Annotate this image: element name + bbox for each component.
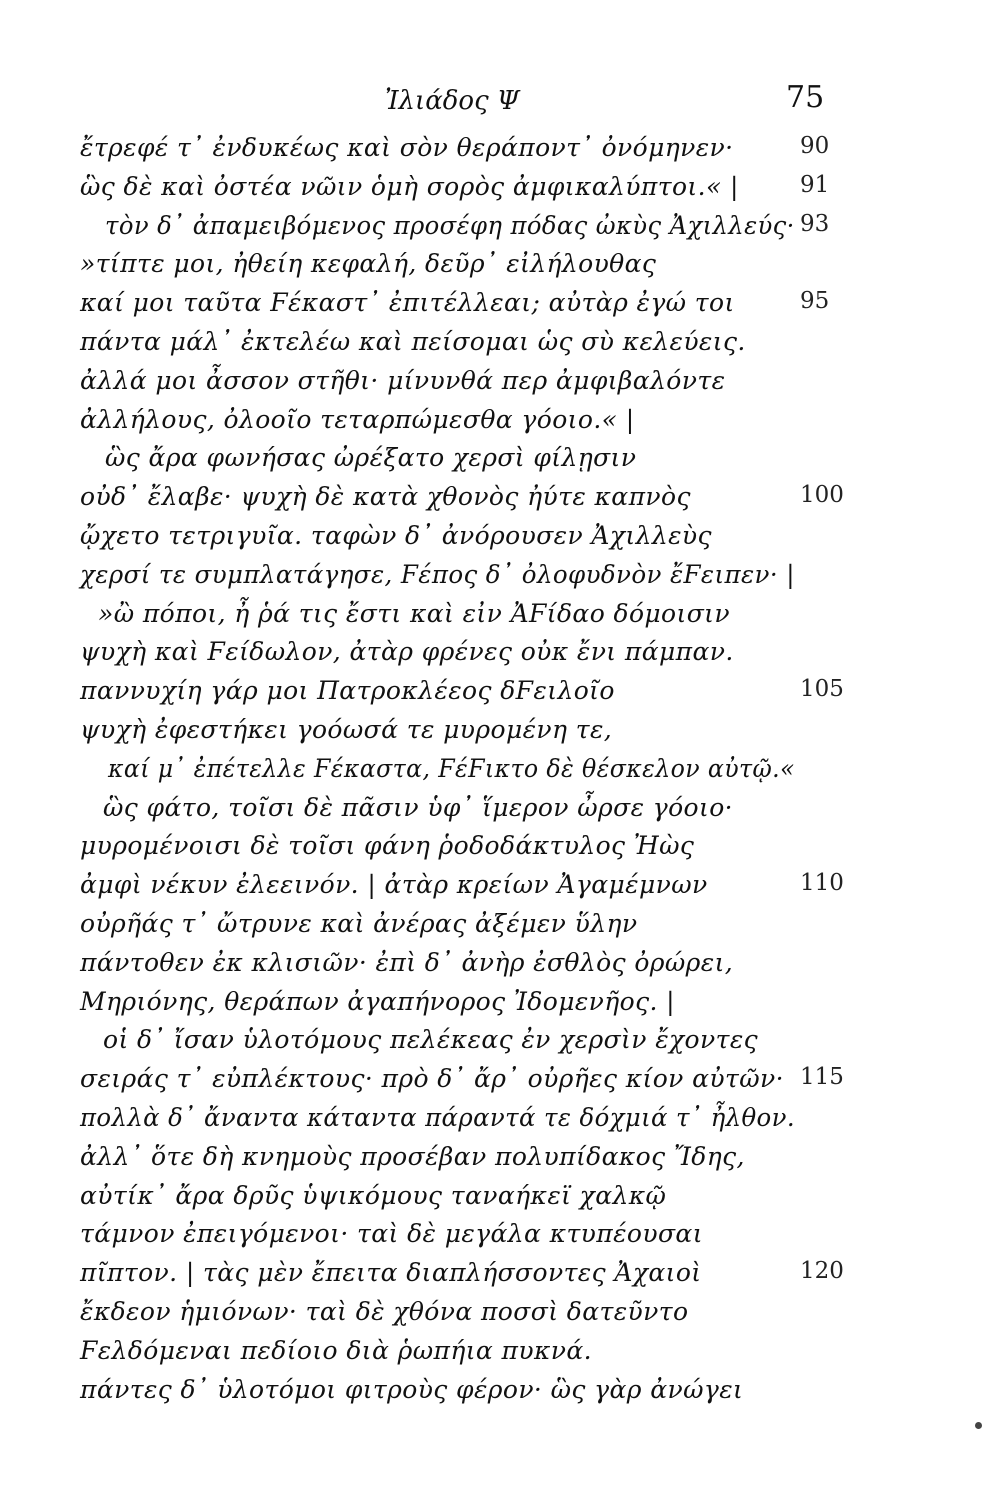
verse-text: ἔτρεφέ τ᾽ ἐνδυκέως καὶ σὸν θεράποντ᾽ ὀνόμηνεν· <box>80 133 734 162</box>
verse-text: ἀλλ᾽ ὅτε δὴ κνημοὺς προσέβαν πολυπίδακος Ἴδης, <box>80 1141 745 1171</box>
verse-line <box>0 366 1003 402</box>
verse-line-number: 90 <box>800 133 830 159</box>
verse-text: χερσί τε συμπλατάγησε, Ϝέπος δ᾽ ὀλοφυδνὸν ἔϜειπεν· | <box>80 559 795 589</box>
verse-text: »ὢ πόποι, ἦ ῥά τις ἔστι καὶ εἰν ἈϜίδαο δόμοισιν <box>98 598 730 628</box>
verse-line <box>0 443 1003 479</box>
verse-line <box>0 793 1003 829</box>
verse-text: μυρομένοισι δὲ τοῖσι φάνη ῥοδοδάκτυλος Ἠὼς <box>80 831 695 861</box>
verse-text: ἀλλά μοι ἆσσον στῆθι· μίνυνθά περ ἀμφιβαλόντε <box>80 365 726 395</box>
verse-line <box>0 249 1003 285</box>
verse-text: Μηριόνης, θεράπων ἀγαπήνορος Ἰδομενῆος. | <box>80 986 676 1016</box>
verse-text: πάντες δ᾽ ὑλοτόμοι φιτροὺς φέρον· ὣς γὰρ ἀνώγει <box>80 1374 744 1404</box>
verse-text: ὣς φάτο, τοῖσι δὲ πᾶσιν ὑφ᾽ ἵμερον ὦρσε γόοιο· <box>103 792 733 822</box>
verse-text: ὣς ἄρα φωνήσας ὠρέξατο χερσὶ φίλῃσιν <box>105 443 637 473</box>
verse-line <box>0 327 1003 363</box>
verse-text: πάντοθεν ἐκ κλισιῶν· ἐπὶ δ᾽ ἀνὴρ ἐσθλὸς ὀρώρει, <box>80 947 734 977</box>
verse-line-number: 93 <box>800 210 830 237</box>
verse-line-number: 120 <box>800 1258 844 1285</box>
verse-text: ἀλλήλους, ὀλοοῖο τεταρπώμεσθα γόοιο.« | <box>80 404 635 434</box>
verse-line <box>0 211 1003 247</box>
verse-line <box>0 909 1003 945</box>
verse-text: οἱ δ᾽ ἴσαν ὑλοτόμους πελέκεας ἐν χερσὶν ἔχοντες <box>103 1025 759 1055</box>
verse-line <box>0 482 1003 518</box>
verse-line <box>0 1142 1003 1178</box>
verse-text: παννυχίη γάρ μοι Πατροκλέεος δϜειλοῖο <box>80 676 615 706</box>
verse-line <box>0 1258 1003 1294</box>
verse-text: οὐδ᾽ ἔλαβε· ψυχὴ δὲ κατὰ χθονὸς ἠύτε καπνὸς <box>80 482 691 512</box>
verse-line-number: 95 <box>800 288 830 315</box>
verse-text: ψυχὴ καὶ Ϝείδωλον, ἀτὰρ φρένες οὐκ ἔνι πάμπαν. <box>80 637 734 667</box>
verse-text: ᾤχετο τετριγυῖα. ταφὼν δ᾽ ἀνόρουσεν Ἀχιλλεὺς <box>80 521 712 550</box>
verse-text: τὸν δ᾽ ἀπαμειβόμενος προσέφη πόδας ὠκὺς Ἀχιλλεύς· <box>105 210 795 240</box>
verse-text: αὐτίκ᾽ ἄρα δρῦς ὑψικόμους ταναήκεϊ χαλκῷ <box>80 1180 667 1210</box>
verse-text: σειράς τ᾽ εὐπλέκτους· πρὸ δ᾽ ἄρ᾽ οὐρῆες κίον αὐτῶν· <box>80 1064 784 1094</box>
verse-line <box>0 133 1003 169</box>
verse-text: ὣς δὲ καὶ ὀστέα νῶιν ὁμὴ σορὸς ἀμφικαλύπτοι.« | <box>80 171 739 201</box>
verse-line-number: 110 <box>800 870 844 897</box>
verse-text: Ϝελδόμεναι πεδίοιο διὰ ῥωπήια πυκνά. <box>80 1335 593 1365</box>
ink-spot <box>975 1422 982 1429</box>
verse-text: οὐρῆάς τ᾽ ὤτρυνε καὶ ἀνέρας ἀξέμεν ὕλην <box>80 909 638 938</box>
verse-line <box>0 1336 1003 1372</box>
verse-line <box>0 948 1003 984</box>
verse-line <box>0 172 1003 208</box>
verse-line <box>0 1181 1003 1217</box>
verse-line <box>0 870 1003 906</box>
verse-line <box>0 521 1003 557</box>
verse-line <box>0 715 1003 751</box>
verse-text: καί μ᾽ ἐπέτελλε Ϝέκαστα, ϜέϜικτο δὲ θέσκελον αὐτῷ.« <box>108 753 795 783</box>
verse-text: τάμνον ἐπειγόμενοι· ταὶ δὲ μεγάλα κτυπέουσαι <box>80 1219 703 1249</box>
verse-text: καί μοι ταῦτα Ϝέκαστ᾽ ἐπιτέλλεαι; αὐτὰρ ἐγώ τοι <box>80 288 735 318</box>
verse-line <box>0 405 1003 441</box>
verse-line <box>0 831 1003 867</box>
verse-text: »τίπτε μοι, ἠθείη κεφαλή, δεῦρ᾽ εἰλήλουθας <box>80 249 657 279</box>
verse-line <box>0 1025 1003 1061</box>
verse-text: πῖπτον. | τὰς μὲν ἔπειτα διαπλήσσοντες Ἀχαιοὶ <box>80 1258 702 1288</box>
verse-line-number: 115 <box>800 1064 844 1091</box>
verse-line <box>0 599 1003 635</box>
verse-line <box>0 754 1003 790</box>
verse-line <box>0 560 1003 596</box>
verse-line-number: 100 <box>800 482 844 509</box>
verse-text: ἀμφὶ νέκυν ἐλεεινόν. | ἀτὰρ κρείων Ἀγαμέμνων <box>80 870 708 900</box>
verse-line <box>0 288 1003 324</box>
verse-line-number: 105 <box>800 676 844 703</box>
verse-text: ψυχὴ ἐφεστήκει γοόωσά τε μυρομένη τε, <box>80 715 613 744</box>
verse-line <box>0 1064 1003 1100</box>
page-number: 75 <box>786 80 825 115</box>
running-head-title: Ἰλιάδος Ψ <box>385 86 520 116</box>
verse-line <box>0 1375 1003 1411</box>
verse-line <box>0 637 1003 673</box>
verse-line <box>0 1219 1003 1255</box>
verse-text: πολλὰ δ᾽ ἄναντα κάταντα πάραντά τε δόχμιά τ᾽ ἦλθον. <box>80 1103 795 1132</box>
verse-line <box>0 1297 1003 1333</box>
verse-line-number: 91 <box>800 171 830 198</box>
verse-text: πάντα μάλ᾽ ἐκτελέω καὶ πείσομαι ὡς σὺ κελεύεις. <box>80 327 746 356</box>
verse-line <box>0 676 1003 712</box>
verse-line <box>0 1103 1003 1139</box>
verse-line <box>0 987 1003 1023</box>
verse-text: ἔκδεον ἡμιόνων· ταὶ δὲ χθόνα ποσσὶ δατεῦντο <box>80 1297 689 1326</box>
